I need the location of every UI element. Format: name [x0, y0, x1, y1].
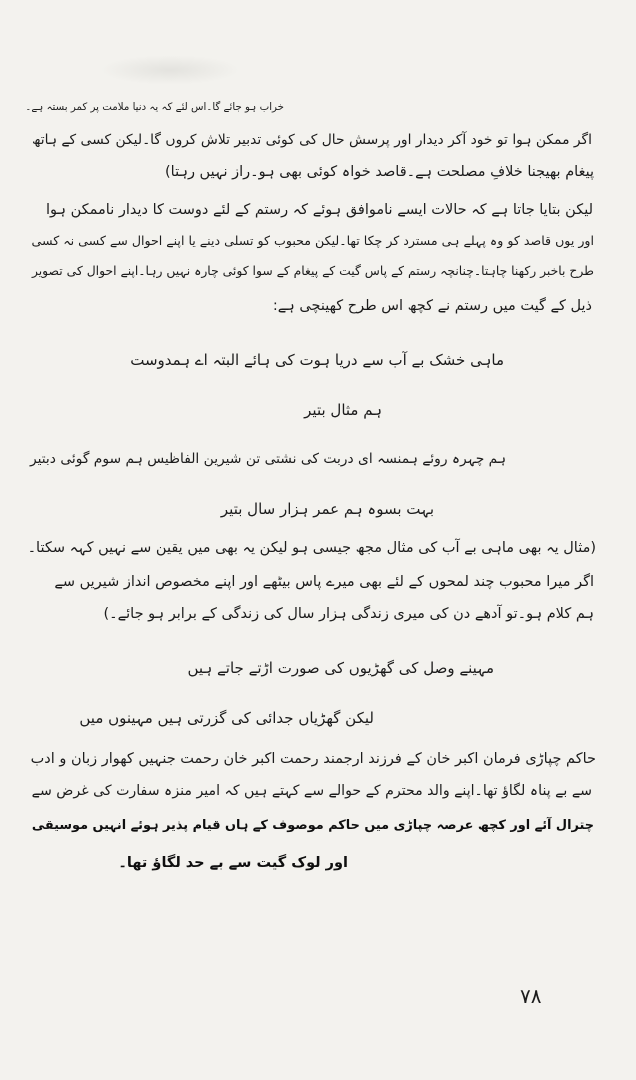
- text-line-3: پیغام بھیجنا خلافِ مصلحت ہے۔قاصد خواہ کوئی بھی ہو۔راز نہیں رہتا): [165, 164, 594, 180]
- text-line-14: اور لوک گیت سے بے حد لگاؤ تھا۔: [118, 855, 348, 871]
- paper-smudge: [100, 55, 240, 85]
- verse-line-4: بہت بسوہ ہم عمر ہزار سال بتیر: [220, 500, 434, 518]
- text-line-7: ذیل کے گیت میں رستم نے کچھ اس طرح کھینچی ہے:: [272, 298, 592, 314]
- verse-line-3: ہم چہرہ روئے ہمنسہ ای دربت کی نشتی تن شیرین الفاظیس ہم سوم گوئی دبتیر: [29, 451, 506, 467]
- verse-line-6: لیکن گھڑیاں جدائی کی گزرتی ہیں مہینوں میں: [79, 709, 374, 727]
- verse-line-2: ہم مثال بتیر: [304, 401, 382, 419]
- text-line-11: حاکم چپاڑی فرمان اکبر خان کے فرزند ارجمند رحمت اکبر خان رحمت جنہیں کھوار زبان و ادب: [30, 751, 596, 767]
- text-line-1: خراب ہو جائے گا۔اس لئے کہ یہ دنیا ملامت پر کمر بستہ ہے۔: [25, 102, 284, 113]
- text-line-10: ہم کلام ہو۔تو آدھے دن کی میری زندگی ہزار سال کی زندگی کے برابر ہو جائے۔): [103, 606, 594, 622]
- verse-line-1: ماہی خشک بے آب سے دریا ہوت کی ہائے البتہ اے ہمدوست: [130, 351, 504, 369]
- text-line-4: لیکن بتایا جاتا ہے کہ حالات ایسے ناموافق ہوئے کہ رستم کے لئے دوست کا دیدار ناممکن ہوا: [45, 202, 593, 218]
- text-line-13: چترال آئے اور کچھ عرصہ چپاڑی میں حاکم موصوف کے ہاں قیام پذیر ہوئے انہیں موسیقی: [31, 818, 594, 833]
- text-line-5: اور یوں قاصد کو وہ پہلے ہی مسترد کر چکا تھا۔لیکن محبوب کو تسلی دینے یا اپنے احوال سے کسی نہ کسی: [31, 233, 594, 248]
- verse-line-5: مہینے وصل کی گھڑیوں کی صورت اڑتے جاتے ہیں: [187, 659, 494, 677]
- page-number: ۷۸: [520, 984, 542, 1008]
- text-line-8: (مثال یہ بھی ماہی بے آب کی مثال مجھ جیسی ہو لیکن یہ بھی میں یقین سے نہیں کہہ سکتا۔: [27, 540, 596, 556]
- text-line-6: طرح باخبر رکھنا چاہتا۔چنانچہ رستم کے پاس گیت کے پیغام کے سوا کوئی چارہ نہیں رہا۔اپنے احوال کی تصویر: [31, 264, 594, 278]
- text-line-9: اگر میرا محبوب چند لمحوں کے لئے بھی میرے پاس بیٹھے اور اپنے مخصوص انداز شیریں سے: [54, 574, 594, 590]
- text-line-2: اگر ممکن ہوا تو خود آکر دیدار اور پرسش حال کی کوئی تدبیر تلاش کروں گا۔لیکن کسی کے ہاتھ: [32, 132, 592, 148]
- text-line-12: سے بے پناہ لگاؤ تھا۔اپنے والد محترم کے حوالے سے کہتے ہیں کہ امیر منزہ سفارت کی غرض سے: [31, 783, 592, 799]
